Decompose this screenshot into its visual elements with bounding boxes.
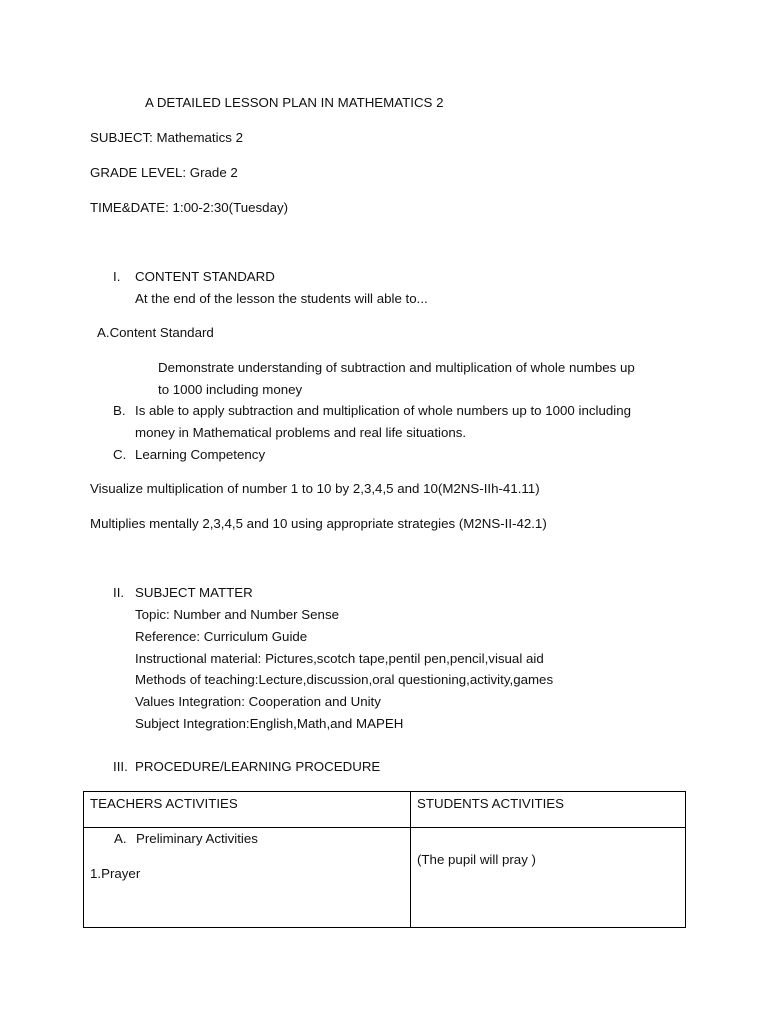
section1-heading: CONTENT STANDARD <box>135 269 275 284</box>
item-c-number: C. <box>113 447 127 462</box>
preliminary-number: A. <box>114 831 127 846</box>
section1-number: I. <box>113 269 121 284</box>
reference-line: Reference: Curriculum Guide <box>135 629 308 644</box>
students-activities-header-cell <box>411 792 686 828</box>
materials-line: Instructional material: Pictures,scotch tape,pentil pen,pencil,visual aid <box>135 651 544 666</box>
competency-line1: Visualize multiplication of number 1 to 10 by 2,3,4,5 and 10(M2NS-IIh-41.11) <box>90 481 540 496</box>
integration-line: Subject Integration:English,Math,and MAPEH <box>135 716 404 731</box>
document-title: A DETAILED LESSON PLAN IN MATHEMATICS 2 <box>145 95 444 110</box>
section1-intro: At the end of the lesson the students will able to... <box>135 291 428 306</box>
content-standard-text-line1: Demonstrate understanding of subtraction and multiplication of whole numbes up <box>158 360 635 375</box>
item-c-text: Learning Competency <box>135 447 266 462</box>
subject-line: SUBJECT: Mathematics 2 <box>90 130 243 145</box>
content-standard-text-line2: to 1000 including money <box>158 382 303 397</box>
item-b-number: B. <box>113 403 126 418</box>
pupil-prayer-text: (The pupil will pray ) <box>417 852 536 867</box>
teachers-activities-header-cell <box>84 792 411 828</box>
procedure-table <box>83 791 686 928</box>
teachers-activities-header: TEACHERS ACTIVITIES <box>90 796 238 811</box>
content-standard-label: A.Content Standard <box>97 325 214 340</box>
section2-heading: SUBJECT MATTER <box>135 585 253 600</box>
time-date-line: TIME&DATE: 1:00-2:30(Tuesday) <box>90 200 289 215</box>
grade-level-line: GRADE LEVEL: Grade 2 <box>90 165 238 180</box>
item-b-line1: Is able to apply subtraction and multiplication of whole numbers up to 1000 including <box>135 403 631 418</box>
section3-heading: PROCEDURE/LEARNING PROCEDURE <box>135 759 381 774</box>
table-row <box>84 828 686 928</box>
table-header-row <box>84 792 686 828</box>
topic-line: Topic: Number and Number Sense <box>135 607 339 622</box>
preliminary-activities-label: Preliminary Activities <box>136 831 258 846</box>
student-activity-cell <box>411 828 686 928</box>
students-activities-header: STUDENTS ACTIVITIES <box>417 796 565 811</box>
values-line: Values Integration: Cooperation and Unity <box>135 694 381 709</box>
prayer-item: 1.Prayer <box>90 866 141 881</box>
competency-line2: Multiplies mentally 2,3,4,5 and 10 using appropriate strategies (M2NS-II-42.1) <box>90 516 547 531</box>
section2-number: II. <box>113 585 125 600</box>
teacher-activity-cell <box>84 828 411 928</box>
section3-number: III. <box>113 759 128 774</box>
item-b-line2: money in Mathematical problems and real life situations. <box>135 425 467 440</box>
methods-line: Methods of teaching:Lecture,discussion,oral questioning,activity,games <box>135 672 554 687</box>
